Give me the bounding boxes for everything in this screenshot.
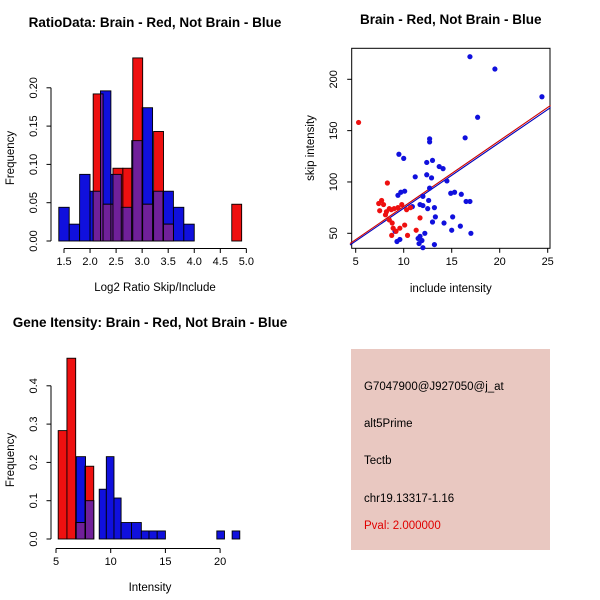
scatter-point-blue bbox=[492, 66, 497, 71]
histogram-bar-overlap bbox=[154, 191, 163, 241]
probe-id-text: G7047900@J927050@j_at bbox=[364, 381, 504, 393]
genomic-location-text: chr19.13317-1.16 bbox=[364, 493, 455, 505]
x-tick-label: 1.5 bbox=[56, 256, 72, 268]
scatter-point-blue bbox=[441, 220, 446, 225]
scatter-point-red bbox=[417, 215, 422, 220]
intensity-scatter-panel bbox=[300, 0, 600, 300]
histogram-bar-blue bbox=[99, 489, 106, 539]
scatter-point-blue bbox=[424, 160, 429, 165]
y-tick-label: 0.0 bbox=[28, 531, 40, 547]
scatter-point-red bbox=[376, 201, 381, 206]
histogram-bar-blue bbox=[184, 224, 194, 241]
y-axis-title: skip intensity bbox=[305, 115, 317, 181]
ratio-histogram-panel bbox=[0, 0, 300, 300]
y-tick-label: 0.15 bbox=[28, 115, 41, 137]
scatter-point-blue bbox=[426, 198, 431, 203]
scatter-point-red bbox=[389, 233, 394, 238]
scatter-point-blue bbox=[433, 214, 438, 219]
scatter-point-red bbox=[383, 212, 388, 217]
x-tick-label: 3.5 bbox=[160, 256, 176, 268]
scatter-point-blue bbox=[444, 178, 449, 183]
x-tick-label: 5.0 bbox=[238, 256, 254, 268]
y-axis-title: Frequency bbox=[5, 130, 17, 186]
splice-type-text: alt5Prime bbox=[364, 418, 413, 430]
scatter-point-blue bbox=[402, 189, 407, 194]
chart-title: RatioData: Brain - Red, Not Brain - Blue bbox=[28, 15, 282, 30]
x-tick-label: 5 bbox=[52, 556, 60, 568]
pvalue-text: Pval: 2.000000 bbox=[364, 520, 441, 532]
histogram-bar-overlap bbox=[76, 523, 85, 539]
scatter-point-blue bbox=[449, 228, 454, 233]
histogram-bar-red bbox=[232, 204, 242, 241]
histogram-bar-overlap bbox=[123, 207, 132, 241]
scatter-point-blue bbox=[467, 54, 472, 59]
x-tick-label: 20 bbox=[213, 556, 227, 568]
scatter-point-blue bbox=[464, 199, 469, 204]
histogram-bar-blue bbox=[131, 523, 141, 539]
fit-line-red bbox=[350, 105, 551, 243]
scatter-point-blue bbox=[432, 242, 437, 247]
gene-intensity-histogram-panel bbox=[0, 300, 300, 600]
scatter-point-blue bbox=[429, 175, 434, 180]
scatter-point-blue bbox=[416, 241, 421, 246]
scatter-point-blue bbox=[475, 115, 480, 120]
x-tick-label: 25 bbox=[541, 256, 554, 268]
x-tick-label: 10 bbox=[397, 256, 410, 268]
scatter-point-red bbox=[377, 208, 382, 213]
scatter-point-blue bbox=[424, 172, 429, 177]
scatter-point-blue bbox=[427, 186, 432, 191]
y-tick-label: 0.1 bbox=[28, 493, 40, 509]
histogram-bar-blue bbox=[80, 174, 90, 241]
scatter-point-blue bbox=[422, 231, 427, 236]
histogram-bar-red bbox=[58, 431, 67, 539]
scatter-point-red bbox=[402, 222, 407, 227]
scatter-point-blue bbox=[463, 135, 468, 140]
scatter-point-blue bbox=[420, 203, 425, 208]
histogram-bar-blue bbox=[141, 531, 149, 539]
scatter-point-red bbox=[356, 120, 361, 125]
x-tick-label: 4.5 bbox=[212, 256, 228, 268]
scatter-point-blue bbox=[420, 194, 425, 199]
y-tick-label: 200 bbox=[328, 70, 340, 89]
scatter-point-blue bbox=[413, 174, 418, 179]
scatter-point-blue bbox=[401, 156, 406, 161]
y-tick-label: 0.20 bbox=[28, 77, 40, 99]
scatter-point-red bbox=[390, 220, 395, 225]
gene-symbol-text: Tectb bbox=[364, 455, 392, 467]
scatter-point-red bbox=[408, 205, 413, 210]
y-tick-label: 50 bbox=[328, 227, 340, 240]
x-tick-label: 10 bbox=[104, 556, 117, 568]
scatter-point-blue bbox=[430, 158, 435, 163]
y-tick-label: 0.00 bbox=[28, 230, 40, 252]
x-axis-title: include intensity bbox=[409, 283, 492, 295]
scatter-point-red bbox=[405, 233, 410, 238]
histogram-bar-red bbox=[67, 358, 76, 539]
y-tick-label: 150 bbox=[328, 121, 340, 140]
scatter-point-blue bbox=[458, 224, 463, 229]
x-tick-label: 4.0 bbox=[186, 256, 202, 268]
scatter-point-blue bbox=[420, 245, 425, 250]
histogram-bar-overlap bbox=[164, 224, 174, 241]
scatter-point-blue bbox=[452, 190, 457, 195]
y-axis-title: Frequency bbox=[5, 432, 17, 488]
histogram-bar-blue bbox=[149, 531, 157, 539]
x-axis-title: Log2 Ratio Skip/Include bbox=[94, 282, 216, 294]
y-tick-label: 0.2 bbox=[28, 454, 40, 471]
scatter-point-blue bbox=[432, 205, 437, 210]
histogram-bar-overlap bbox=[133, 141, 142, 241]
chart-title: Gene Itensity: Brain - Red, Not Brain - Blue bbox=[12, 315, 288, 330]
scatter-point-blue bbox=[427, 139, 432, 144]
y-tick-label: 0.3 bbox=[28, 416, 40, 432]
histogram-bar-blue bbox=[114, 498, 121, 539]
histogram-bar-blue bbox=[173, 207, 183, 241]
y-tick-label: 0.05 bbox=[28, 191, 40, 214]
histogram-bar-blue bbox=[106, 457, 114, 539]
x-tick-label: 2.5 bbox=[108, 256, 124, 268]
y-tick-label: 100 bbox=[328, 172, 340, 192]
scatter-point-blue bbox=[395, 193, 400, 198]
scatter-point-blue bbox=[539, 94, 544, 99]
fit-line-blue bbox=[350, 108, 551, 246]
scatter-point-blue bbox=[459, 192, 464, 197]
histogram-bar-overlap bbox=[143, 204, 153, 241]
histogram-bar-blue bbox=[232, 531, 240, 539]
x-axis-title: Intensity bbox=[128, 582, 172, 594]
histogram-bar-overlap bbox=[113, 174, 121, 241]
x-tick-label: 15 bbox=[445, 256, 458, 268]
scatter-point-red bbox=[414, 228, 419, 233]
histogram-bar-blue bbox=[69, 224, 79, 241]
scatter-point-blue bbox=[397, 237, 402, 242]
y-tick-label: 0.4 bbox=[28, 378, 40, 394]
scatter-point-red bbox=[397, 226, 402, 231]
chart-title: Brain - Red, Not Brain - Blue bbox=[360, 12, 542, 27]
x-tick-label: 20 bbox=[493, 256, 506, 268]
histogram-bar-blue bbox=[121, 523, 131, 539]
scatter-point-red bbox=[381, 202, 386, 207]
scatter-point-red bbox=[385, 180, 390, 185]
scatter-point-blue bbox=[468, 231, 473, 236]
x-tick-label: 15 bbox=[159, 556, 172, 568]
y-tick-label: 0.10 bbox=[28, 153, 40, 176]
scatter-point-blue bbox=[396, 152, 401, 157]
scatter-point-blue bbox=[450, 214, 455, 219]
histogram-bar-blue bbox=[217, 531, 225, 539]
histogram-bar-blue bbox=[59, 207, 69, 241]
info-panel bbox=[351, 349, 550, 550]
histogram-bar-overlap bbox=[93, 191, 100, 241]
scatter-point-red bbox=[399, 202, 404, 207]
histogram-bar-blue bbox=[157, 531, 165, 539]
scatter-point-blue bbox=[430, 219, 435, 224]
histogram-bar-overlap bbox=[86, 501, 94, 539]
histogram-bar-overlap bbox=[103, 204, 111, 241]
x-tick-label: 3.0 bbox=[134, 256, 150, 268]
scatter-point-blue bbox=[425, 206, 430, 211]
scatter-point-blue bbox=[440, 166, 445, 171]
x-tick-label: 2.0 bbox=[82, 256, 98, 268]
x-tick-label: 5 bbox=[352, 256, 359, 268]
